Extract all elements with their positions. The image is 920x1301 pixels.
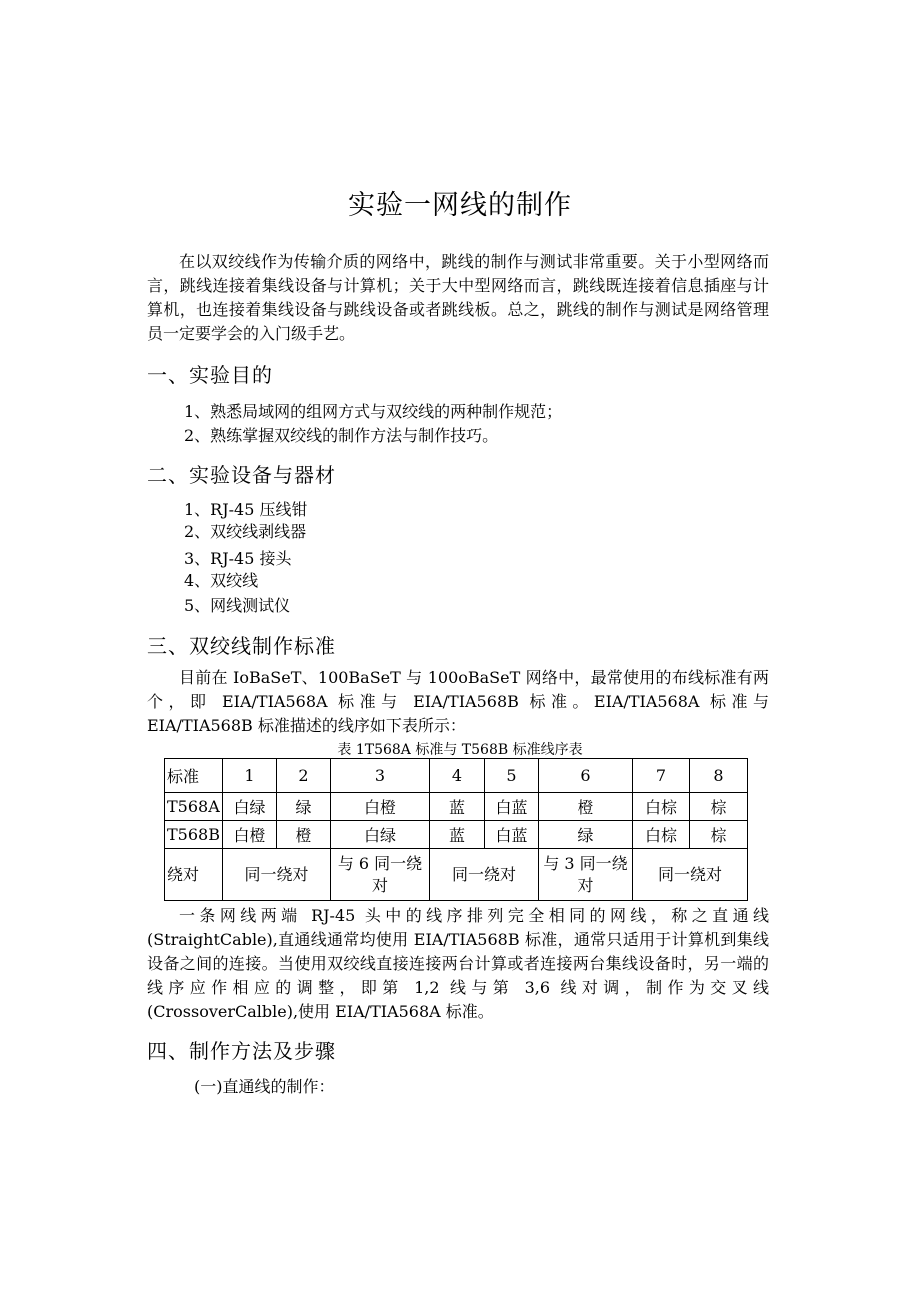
table-cell: 5 [485,759,539,793]
table-cell: 同一绕对 [430,849,539,901]
table-cell: 3 [331,759,430,793]
list-item: 3、RJ-45 接头 [184,549,292,568]
table-cell: 同一绕对 [633,849,748,901]
table-cell: T568B [165,821,223,849]
intro-paragraph: 在以双绞线作为传输介质的网络中，跳线的制作与测试非常重要。关于小型网络而言，跳线连接着集线设备与计算机；关于大中型网络而言，跳线既连接着信息插座与计算机，也连接着集线设备与跳线设备或者跳线板。总之，跳线的制作与测试是网络管理员一定要学会的入门级手艺。 [147,252,769,343]
table-cell: 橙 [277,821,331,849]
table-cell: 4 [430,759,485,793]
table-cell: 白蓝 [485,793,539,821]
table-cell: 8 [690,759,748,793]
page-title: 实验一网线的制作 [348,190,572,221]
table-cell: 白蓝 [485,821,539,849]
table-cell: 白绿 [223,793,277,821]
list-item: 2、双绞线剥线器 [184,522,307,541]
section-heading-method: 四、制作方法及步骤 [147,1039,336,1063]
table-cell: 蓝 [430,793,485,821]
table-cell: 7 [633,759,690,793]
table-row-t568a [165,793,748,821]
wire-order-table [164,758,748,901]
table-cell: 与 3 同一绕对 [539,849,633,901]
list-item: 1、RJ-45 压线钳 [184,500,308,519]
table-cell: 标准 [165,759,223,793]
table-row-pairs [165,849,748,901]
table-cell: 绿 [539,821,633,849]
section-heading-equipment: 二、实验设备与器材 [147,463,336,487]
table-cell: 橙 [539,793,633,821]
table-cell: 蓝 [430,821,485,849]
table-cell: 棕 [690,821,748,849]
table-cell: 与 6 同一绕对 [331,849,430,901]
table-cell: 白棕 [633,821,690,849]
straight-cable-paragraph: 一条网线两端 RJ-45 头中的线序排列完全相同的网线，称之直通线 (StraightCable),直通线通常均使用 EIA/TIA568B 标准，通常只适用于计算机到集线设备之间的连接。当使用双绞线直接连接两台计算或者连接两台集线设备时，另一端的线序应作相应的调整，即第 1,2 线与第 3,6 线对调，制作为交叉线 (CrossoverCalble),使用 EIA/TIA568A 标准。 [147,906,769,1021]
table-cell: 白橙 [331,793,430,821]
table-cell: 2 [277,759,331,793]
table-row-t568b [165,821,748,849]
list-item: 2、熟练掌握双绞线的制作方法与制作技巧。 [184,426,499,445]
table-caption: 表 1T568A 标准与 T568B 标准线序表 [337,742,583,758]
table-header-row [165,759,748,793]
table-cell: 同一绕对 [223,849,331,901]
section-heading-purpose: 一、实验目的 [147,363,273,387]
table-cell: 棕 [690,793,748,821]
table-cell: 绕对 [165,849,223,901]
table-cell: 白棕 [633,793,690,821]
table-cell: 绿 [277,793,331,821]
standards-paragraph: 目前在 IoBaSeT、100BaSeT 与 100oBaSeT 网络中，最常使用的布线标准有两个，即 EIA/TIA568A 标准与 EIA/TIA568B 标准。EIA/TIA568A 标准与 EIA/TIA568B 标准描述的线序如下表所示： [147,668,769,735]
subsection-heading: (一)直通线的制作： [194,1077,335,1096]
table-cell: 1 [223,759,277,793]
list-item: 4、双绞线 [184,571,259,590]
table-cell: T568A [165,793,223,821]
table-cell: 6 [539,759,633,793]
table-cell: 白橙 [223,821,277,849]
list-item: 5、网线测试仪 [184,596,291,615]
list-item: 1、熟悉局域网的组网方式与双绞线的两种制作规范； [184,402,563,421]
table-cell: 白绿 [331,821,430,849]
section-heading-standards: 三、双绞线制作标准 [147,634,336,658]
